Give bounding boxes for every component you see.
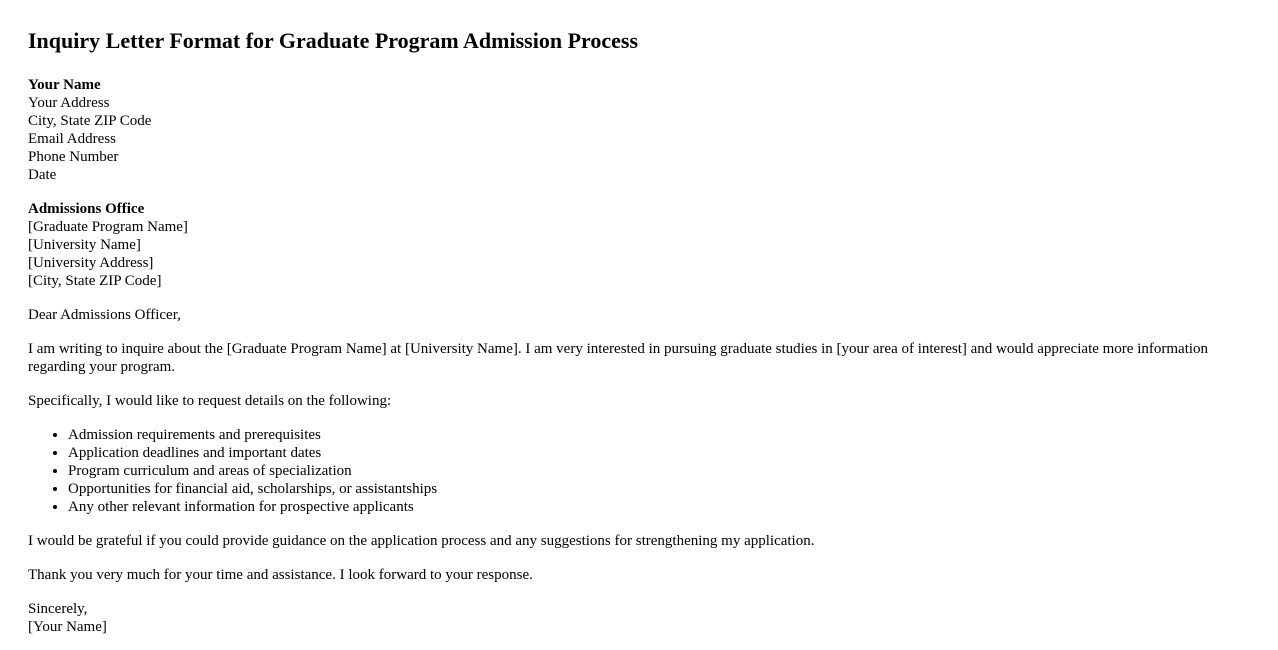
list-item: • Application deadlines and important dates xyxy=(68,444,1250,462)
page-title: Inquiry Letter Format for Graduate Program Admission Process xyxy=(28,28,639,53)
sender-email: Email Address xyxy=(28,131,116,147)
intro-paragraph: I am writing to inquire about the [Graduate Program Name] at [University Name]. I am very interested in pursuing graduate studies in [your area of interest] and would appreciate more information regarding your program. xyxy=(28,341,1209,375)
request-list xyxy=(28,426,1250,516)
recipient-block xyxy=(28,200,1250,290)
sender-city-state-zip: City, State ZIP Code xyxy=(28,113,152,129)
sender-date: Date xyxy=(28,167,57,183)
recipient-city-state-zip: [City, State ZIP Code] xyxy=(28,273,162,289)
guidance-paragraph: I would be grateful if you could provide guidance on the application process and any suggestions for strengthening my application. xyxy=(28,533,815,549)
list-item: • Any other relevant information for prospective applicants xyxy=(68,498,1250,516)
signature: [Your Name] xyxy=(28,619,107,635)
recipient-program: [Graduate Program Name] xyxy=(28,219,188,235)
sender-address: Your Address xyxy=(28,95,110,111)
closing: Sincerely, xyxy=(28,601,88,617)
recipient-office: Admissions Office xyxy=(28,201,145,217)
thanks-paragraph: Thank you very much for your time and assistance. I look forward to your response. xyxy=(28,567,533,583)
sender-block xyxy=(28,76,1250,184)
sender-phone: Phone Number xyxy=(28,149,119,165)
recipient-university: [University Name] xyxy=(28,237,141,253)
salutation: Dear Admissions Officer, xyxy=(28,307,181,323)
request-paragraph: Specifically, I would like to request details on the following: xyxy=(28,393,392,409)
list-item: • Program curriculum and areas of specialization xyxy=(68,462,1250,480)
list-item: • Admission requirements and prerequisites xyxy=(68,426,1250,444)
recipient-university-address: [University Address] xyxy=(28,255,154,271)
closing-block xyxy=(28,600,1250,636)
sender-name: Your Name xyxy=(28,77,101,93)
list-item: • Opportunities for financial aid, scholarships, or assistantships xyxy=(68,480,1250,498)
